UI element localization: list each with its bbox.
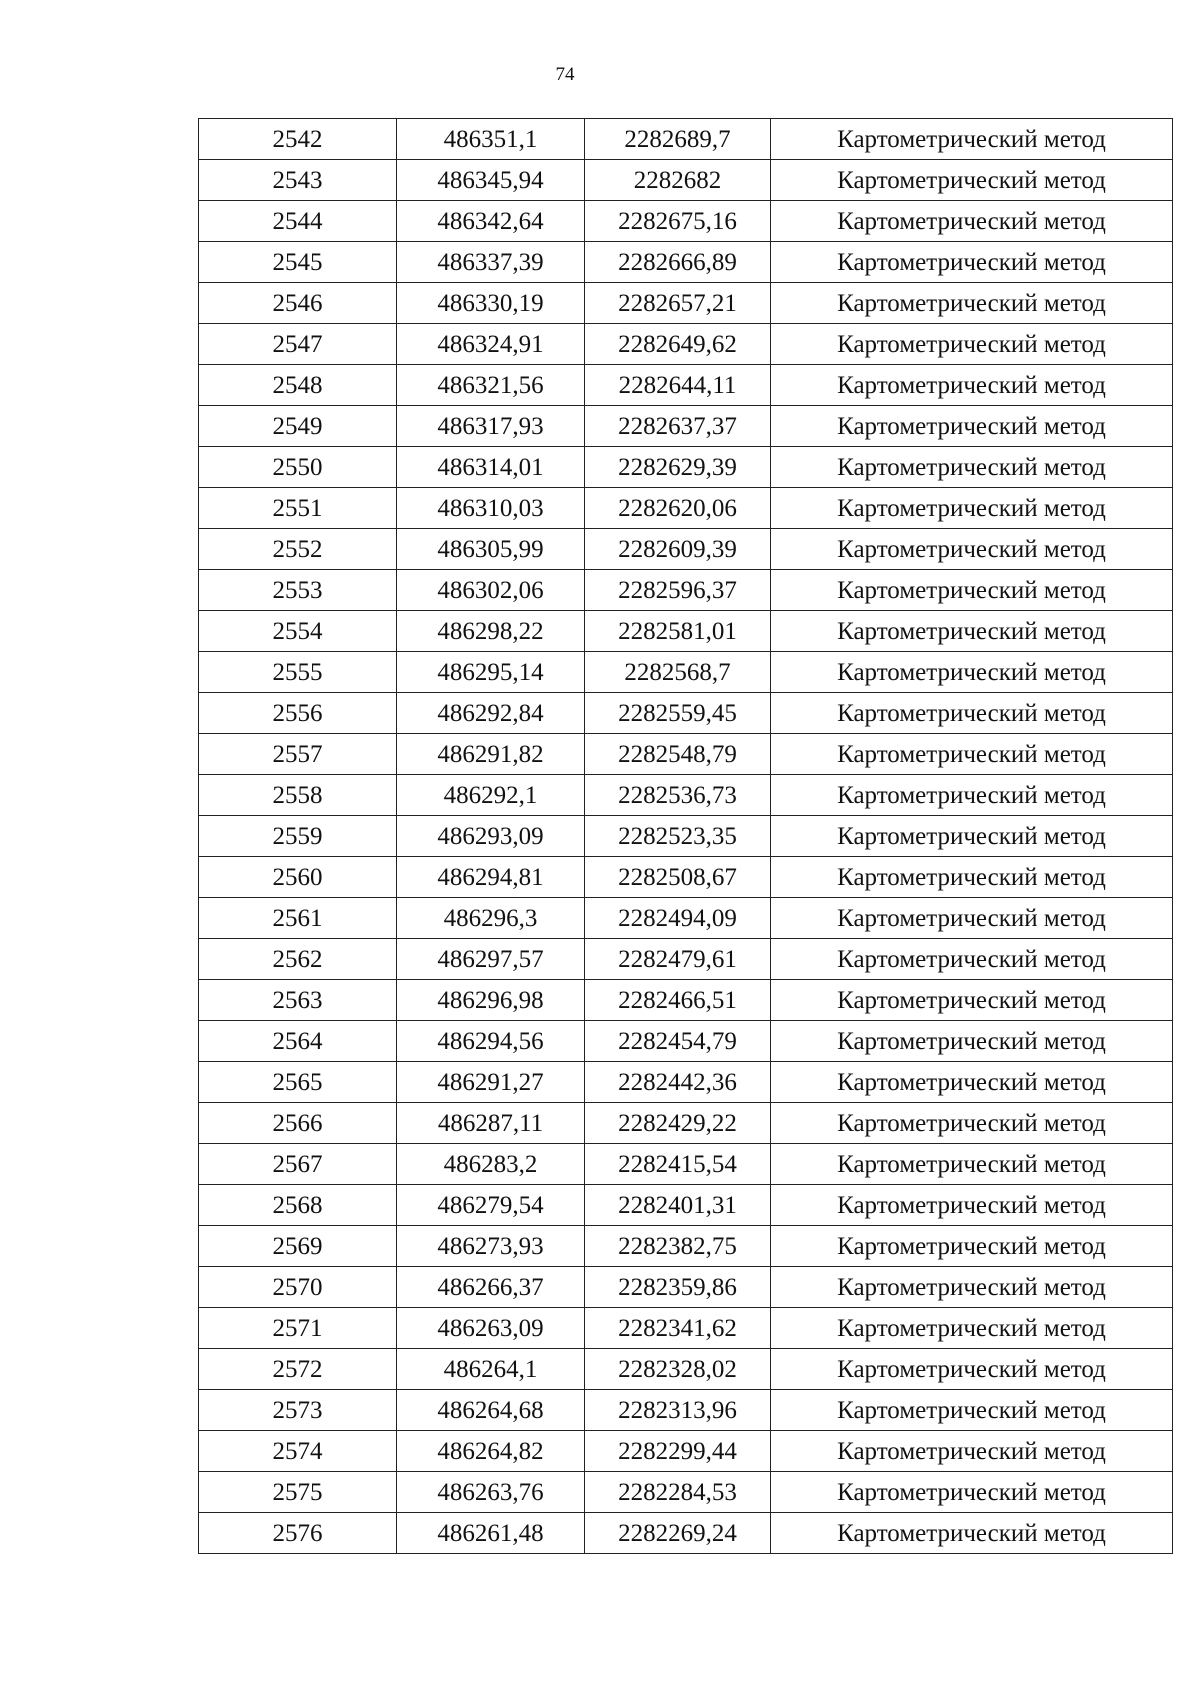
table-row [199,1267,1173,1308]
method-cell: Картометрический метод [771,1144,1173,1185]
table-row [199,611,1173,652]
x-coordinate-cell: 486298,22 [397,611,585,652]
y-coordinate-cell: 2282523,35 [585,816,771,857]
y-coordinate-cell: 2282494,09 [585,898,771,939]
x-coordinate-cell: 486296,3 [397,898,585,939]
method-cell: Картометрический метод [771,611,1173,652]
x-coordinate-cell: 486264,82 [397,1431,585,1472]
point-number-cell: 2567 [199,1144,397,1185]
method-cell: Картометрический метод [771,1267,1173,1308]
table-row [199,242,1173,283]
point-number-cell: 2555 [199,652,397,693]
point-number-cell: 2573 [199,1390,397,1431]
y-coordinate-cell: 2282559,45 [585,693,771,734]
table-row [199,488,1173,529]
method-cell: Картометрический метод [771,1390,1173,1431]
y-coordinate-cell: 2282284,53 [585,1472,771,1513]
method-cell: Картометрический метод [771,447,1173,488]
method-cell: Картометрический метод [771,652,1173,693]
x-coordinate-cell: 486264,1 [397,1349,585,1390]
y-coordinate-cell: 2282299,44 [585,1431,771,1472]
x-coordinate-cell: 486291,82 [397,734,585,775]
table-row [199,283,1173,324]
y-coordinate-cell: 2282466,51 [585,980,771,1021]
x-coordinate-cell: 486302,06 [397,570,585,611]
method-cell: Картометрический метод [771,939,1173,980]
table-row [199,1431,1173,1472]
table-row [199,980,1173,1021]
y-coordinate-cell: 2282629,39 [585,447,771,488]
y-coordinate-cell: 2282637,37 [585,406,771,447]
y-coordinate-cell: 2282269,24 [585,1513,771,1554]
point-number-cell: 2556 [199,693,397,734]
coordinates-table-body [199,119,1173,1554]
x-coordinate-cell: 486264,68 [397,1390,585,1431]
y-coordinate-cell: 2282649,62 [585,324,771,365]
method-cell: Картометрический метод [771,529,1173,570]
y-coordinate-cell: 2282359,86 [585,1267,771,1308]
x-coordinate-cell: 486291,27 [397,1062,585,1103]
x-coordinate-cell: 486273,93 [397,1226,585,1267]
point-number-cell: 2562 [199,939,397,980]
x-coordinate-cell: 486292,84 [397,693,585,734]
x-coordinate-cell: 486351,1 [397,119,585,160]
y-coordinate-cell: 2282675,16 [585,201,771,242]
point-number-cell: 2574 [199,1431,397,1472]
method-cell: Картометрический метод [771,160,1173,201]
method-cell: Картометрический метод [771,488,1173,529]
coordinates-table [198,118,1173,1554]
y-coordinate-cell: 2282657,21 [585,283,771,324]
y-coordinate-cell: 2282536,73 [585,775,771,816]
method-cell: Картометрический метод [771,1349,1173,1390]
table-row [199,939,1173,980]
point-number-cell: 2552 [199,529,397,570]
table-row [199,365,1173,406]
point-number-cell: 2576 [199,1513,397,1554]
method-cell: Картометрический метод [771,1062,1173,1103]
x-coordinate-cell: 486337,39 [397,242,585,283]
point-number-cell: 2557 [199,734,397,775]
y-coordinate-cell: 2282429,22 [585,1103,771,1144]
x-coordinate-cell: 486314,01 [397,447,585,488]
method-cell: Картометрический метод [771,1185,1173,1226]
method-cell: Картометрический метод [771,1308,1173,1349]
point-number-cell: 2570 [199,1267,397,1308]
x-coordinate-cell: 486266,37 [397,1267,585,1308]
method-cell: Картометрический метод [771,1226,1173,1267]
point-number-cell: 2566 [199,1103,397,1144]
x-coordinate-cell: 486324,91 [397,324,585,365]
x-coordinate-cell: 486263,09 [397,1308,585,1349]
method-cell: Картометрический метод [771,201,1173,242]
point-number-cell: 2568 [199,1185,397,1226]
table-row [199,1103,1173,1144]
x-coordinate-cell: 486296,98 [397,980,585,1021]
y-coordinate-cell: 2282328,02 [585,1349,771,1390]
table-row [199,1513,1173,1554]
method-cell: Картометрический метод [771,283,1173,324]
table-row [199,857,1173,898]
point-number-cell: 2545 [199,242,397,283]
table-row [199,1185,1173,1226]
method-cell: Картометрический метод [771,1021,1173,1062]
y-coordinate-cell: 2282666,89 [585,242,771,283]
y-coordinate-cell: 2282442,36 [585,1062,771,1103]
table-row [199,1308,1173,1349]
y-coordinate-cell: 2282596,37 [585,570,771,611]
point-number-cell: 2542 [199,119,397,160]
x-coordinate-cell: 486310,03 [397,488,585,529]
method-cell: Картометрический метод [771,898,1173,939]
point-number-cell: 2571 [199,1308,397,1349]
method-cell: Картометрический метод [771,119,1173,160]
point-number-cell: 2560 [199,857,397,898]
table-row [199,898,1173,939]
y-coordinate-cell: 2282508,67 [585,857,771,898]
method-cell: Картометрический метод [771,242,1173,283]
point-number-cell: 2572 [199,1349,397,1390]
y-coordinate-cell: 2282609,39 [585,529,771,570]
y-coordinate-cell: 2282581,01 [585,611,771,652]
x-coordinate-cell: 486261,48 [397,1513,585,1554]
y-coordinate-cell: 2282341,62 [585,1308,771,1349]
y-coordinate-cell: 2282479,61 [585,939,771,980]
x-coordinate-cell: 486287,11 [397,1103,585,1144]
y-coordinate-cell: 2282644,11 [585,365,771,406]
point-number-cell: 2575 [199,1472,397,1513]
method-cell: Картометрический метод [771,570,1173,611]
table-row [199,119,1173,160]
table-row [199,201,1173,242]
table-row [199,1390,1173,1431]
x-coordinate-cell: 486345,94 [397,160,585,201]
point-number-cell: 2569 [199,1226,397,1267]
x-coordinate-cell: 486342,64 [397,201,585,242]
x-coordinate-cell: 486330,19 [397,283,585,324]
method-cell: Картометрический метод [771,324,1173,365]
x-coordinate-cell: 486292,1 [397,775,585,816]
y-coordinate-cell: 2282568,7 [585,652,771,693]
y-coordinate-cell: 2282415,54 [585,1144,771,1185]
point-number-cell: 2550 [199,447,397,488]
point-number-cell: 2551 [199,488,397,529]
point-number-cell: 2547 [199,324,397,365]
point-number-cell: 2546 [199,283,397,324]
table-row [199,570,1173,611]
method-cell: Картометрический метод [771,1103,1173,1144]
y-coordinate-cell: 2282454,79 [585,1021,771,1062]
x-coordinate-cell: 486263,76 [397,1472,585,1513]
table-row [199,1144,1173,1185]
point-number-cell: 2561 [199,898,397,939]
y-coordinate-cell: 2282313,96 [585,1390,771,1431]
x-coordinate-cell: 486305,99 [397,529,585,570]
table-row [199,1472,1173,1513]
table-row [199,529,1173,570]
method-cell: Картометрический метод [771,775,1173,816]
point-number-cell: 2553 [199,570,397,611]
method-cell: Картометрический метод [771,1513,1173,1554]
point-number-cell: 2543 [199,160,397,201]
x-coordinate-cell: 486317,93 [397,406,585,447]
method-cell: Картометрический метод [771,816,1173,857]
x-coordinate-cell: 486297,57 [397,939,585,980]
method-cell: Картометрический метод [771,406,1173,447]
x-coordinate-cell: 486293,09 [397,816,585,857]
y-coordinate-cell: 2282682 [585,160,771,201]
point-number-cell: 2565 [199,1062,397,1103]
method-cell: Картометрический метод [771,734,1173,775]
method-cell: Картометрический метод [771,857,1173,898]
table-row [199,1062,1173,1103]
y-coordinate-cell: 2282401,31 [585,1185,771,1226]
point-number-cell: 2549 [199,406,397,447]
y-coordinate-cell: 2282548,79 [585,734,771,775]
point-number-cell: 2544 [199,201,397,242]
table-row [199,406,1173,447]
x-coordinate-cell: 486294,81 [397,857,585,898]
point-number-cell: 2554 [199,611,397,652]
y-coordinate-cell: 2282689,7 [585,119,771,160]
point-number-cell: 2564 [199,1021,397,1062]
x-coordinate-cell: 486294,56 [397,1021,585,1062]
point-number-cell: 2548 [199,365,397,406]
point-number-cell: 2558 [199,775,397,816]
table-row [199,160,1173,201]
method-cell: Картометрический метод [771,980,1173,1021]
x-coordinate-cell: 486279,54 [397,1185,585,1226]
point-number-cell: 2559 [199,816,397,857]
method-cell: Картометрический метод [771,1472,1173,1513]
point-number-cell: 2563 [199,980,397,1021]
method-cell: Картометрический метод [771,1431,1173,1472]
table-row [199,693,1173,734]
method-cell: Картометрический метод [771,365,1173,406]
page-number: 74 [555,64,575,85]
table-row [199,775,1173,816]
table-row [199,734,1173,775]
table-row [199,447,1173,488]
table-row [199,816,1173,857]
y-coordinate-cell: 2282382,75 [585,1226,771,1267]
table-row [199,652,1173,693]
x-coordinate-cell: 486295,14 [397,652,585,693]
x-coordinate-cell: 486283,2 [397,1144,585,1185]
x-coordinate-cell: 486321,56 [397,365,585,406]
table-row [199,1349,1173,1390]
table-row [199,1021,1173,1062]
table-row [199,1226,1173,1267]
table-row [199,324,1173,365]
y-coordinate-cell: 2282620,06 [585,488,771,529]
method-cell: Картометрический метод [771,693,1173,734]
